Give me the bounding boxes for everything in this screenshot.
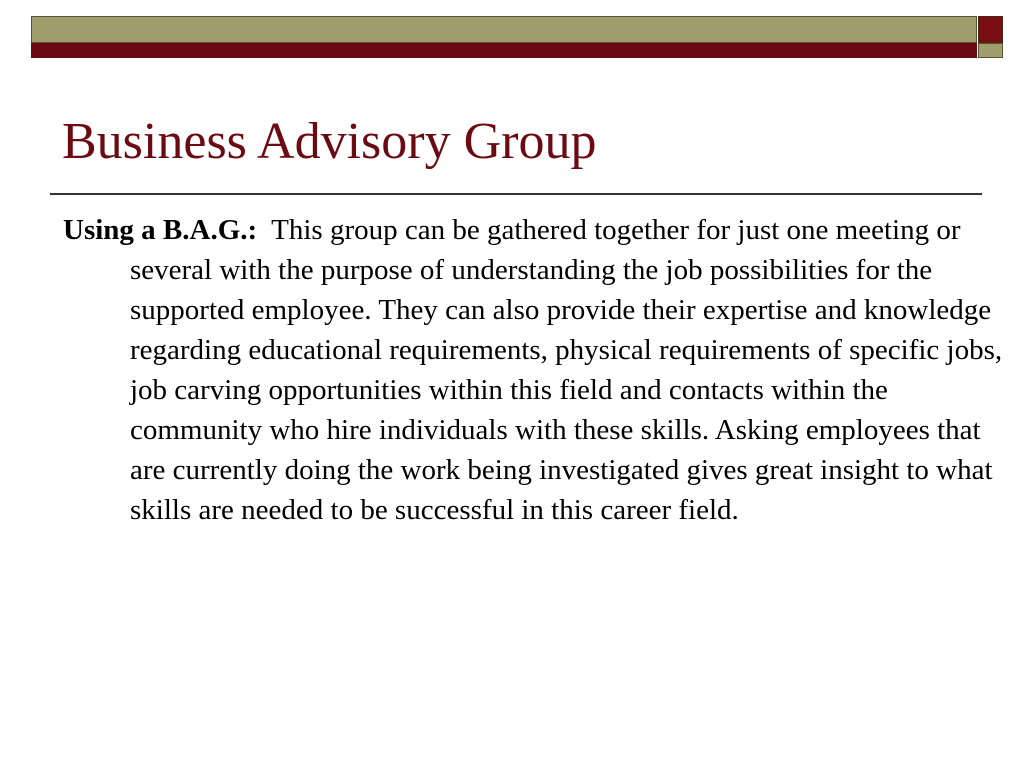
lead-label: Using a B.A.G.:	[63, 214, 258, 246]
body-text: This group can be gathered together for just one meeting or several with the purpose of understanding the job possibilities for the supported employee. They can also provide their expertise and knowledge regarding educational requirements, physical requirements of specific jobs, job carving opportunities within this field and contacts within the community who hire individuals with these skills. Asking employees that are currently doing the work being investigated gives great insight to what skills are needed to be successful in this career field.	[130, 214, 1003, 526]
body-paragraph	[63, 210, 1020, 530]
corner-square-olive	[978, 43, 1003, 58]
header-band-maroon	[31, 43, 977, 58]
slide-title: Business Advisory Group	[62, 113, 597, 170]
header-band-olive	[31, 16, 977, 43]
title-divider	[50, 193, 982, 195]
corner-square-maroon	[978, 16, 1003, 43]
